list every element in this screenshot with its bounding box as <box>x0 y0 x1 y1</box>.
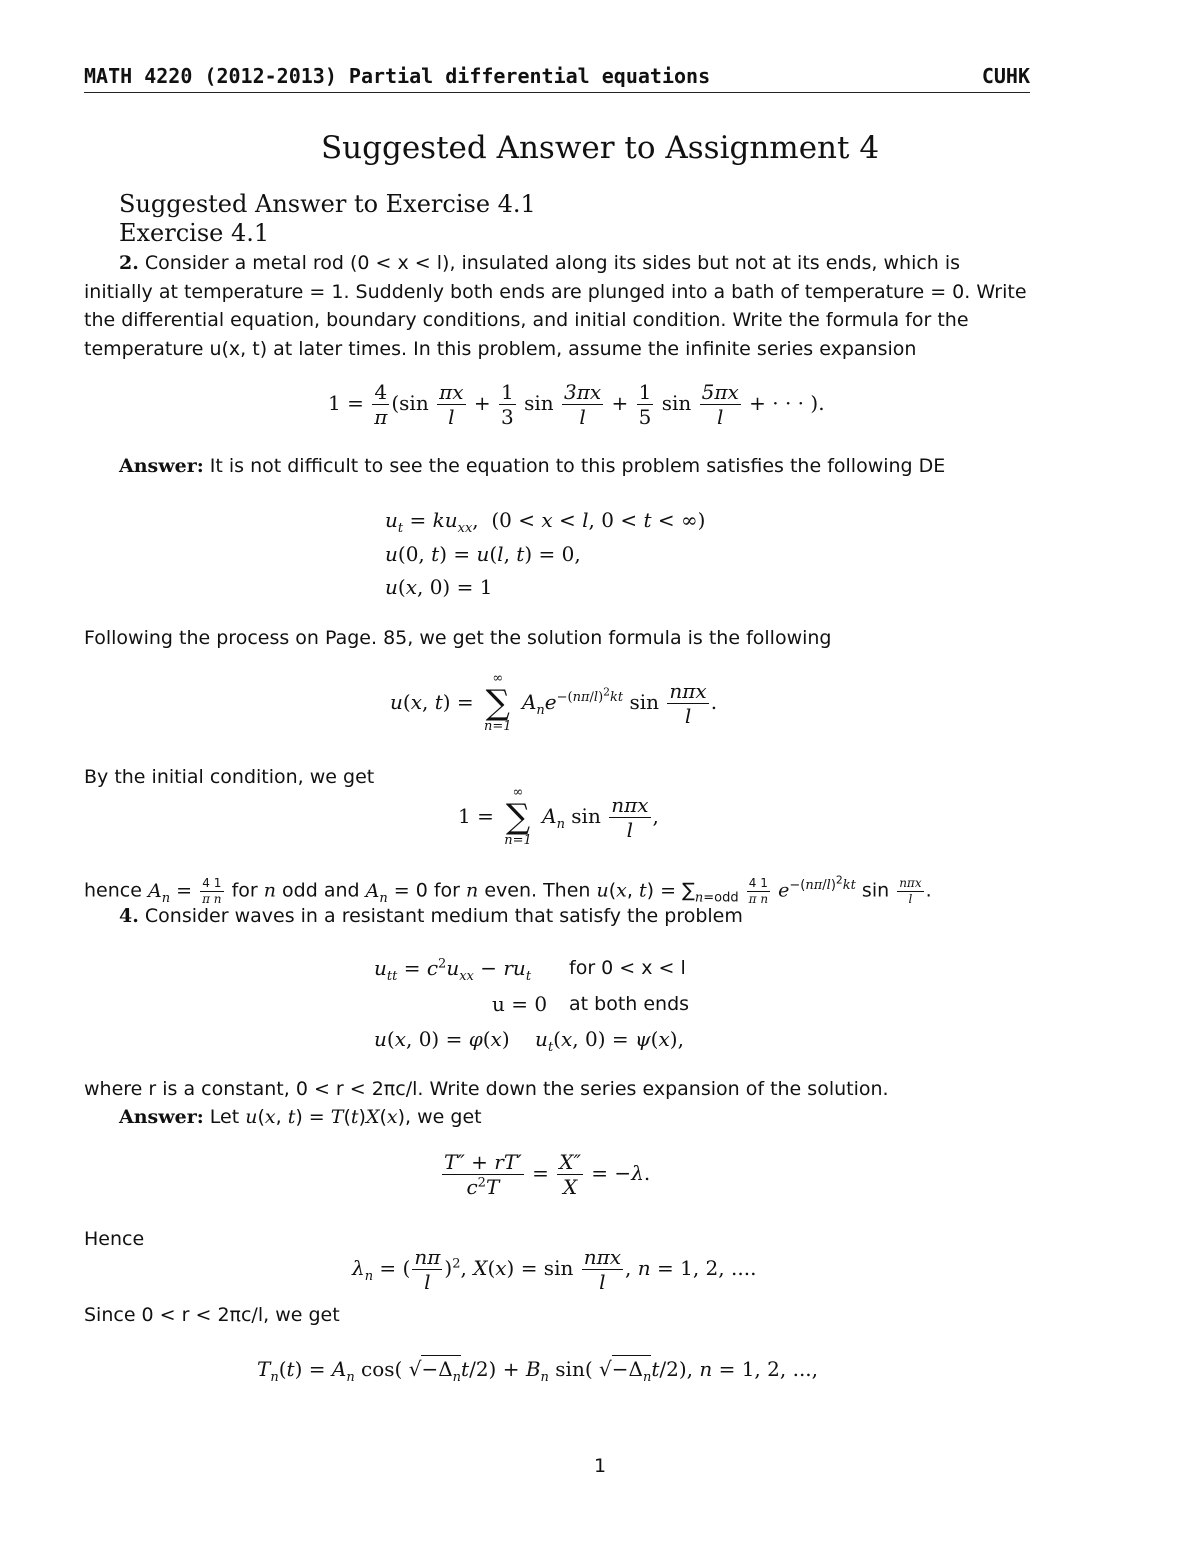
time-solution-equation: $T_n(t) = A_n$ cos( $√-\Delta_nt/2) + B_n$ sin( $√-\Delta_nt/2$), n = 1, 2, ..., <box>257 1357 819 1385</box>
problem-4-text: Consider waves in a resistant medium that satisfy the problem <box>144 905 743 927</box>
zero-for-text: = 0 for <box>393 879 460 902</box>
hence-word: hence <box>84 879 142 902</box>
problem-4-number: 4. <box>119 905 139 927</box>
wave-line-1: $u_{tt} = c^2u_{xx} - ru_t$ <box>374 956 532 984</box>
let-word: Let <box>209 1106 240 1128</box>
separation-equation: $\frac{T'' + rT'}{c^2T}$ = $\frac{X''}{X}$ = −λ. <box>444 1150 651 1199</box>
coefficients-line: hence $A_n$ = $\frac{4 1}{\text{π n}}$ for n odd and $A_n = 0$ for n even. Then u(x, $t) = \sum_{n=odd}$ $\frac{4 1}{\text{π n}}$ $e^{-(n\pi/l)^2kt}$ sin $\frac{\text{nπx}}{l}$ . <box>84 874 932 906</box>
de-line-3: u(x, 0) = 1 <box>385 575 493 599</box>
problem-4-line <box>119 905 743 927</box>
hence-word-2: Hence <box>84 1228 145 1250</box>
where-text: where r is a constant, 0 < r < 2πc/l. Write down the series expansion of the solution. <box>84 1078 889 1100</box>
running-header <box>84 64 1030 93</box>
odd-and-text: odd and <box>282 879 360 902</box>
exercise-heading: Exercise 4.1 <box>119 219 270 247</box>
answer-label: Answer: <box>119 455 204 477</box>
page-title: Suggested Answer to Assignment 4 <box>320 130 880 166</box>
eigenvalue-equation: $\lambda_n$ = ( $\frac{n\pi}{l}$ )$^2$, X(x) = sin $\frac{\text{nπx}}{l}$ , n = 1, 2, .... <box>352 1245 757 1294</box>
wave-line-2: u = 0 <box>492 992 548 1016</box>
answer-2-line <box>119 455 945 477</box>
even-then-text: even. Then <box>484 879 591 902</box>
initial-expansion-equation: 1 = ∞ ∑ n=1 $A_n$ sin $\frac{\text{nπx}}{l}$ , <box>458 785 659 849</box>
initial-condition-text: By the initial condition, we get <box>84 766 375 788</box>
series-expansion-equation: 1 = $\frac{4}{\pi}$ (sin $\frac{\pi x}{l}$ + $\frac{1}{3}$ sin $\frac{3\pi x}{l}$ + $\frac{1}{5}$ sin $\frac{5\pi x}{l}$ + · · · ). <box>328 380 825 429</box>
header-course: MATH 4220 (2012-2013) Partial differential equations <box>84 64 711 88</box>
for-word: for <box>231 879 258 902</box>
solution-formula: u(x, t) = ∞ ∑ n=1 $A_ne^{-(n\pi/l)^2kt}$ sin $\frac{\text{nπx}}{l}$ . <box>390 671 718 735</box>
header-school: CUHK <box>981 64 1030 88</box>
answer-4-label: Answer: <box>119 1106 204 1128</box>
problem-2-paragraph <box>84 249 1030 363</box>
wave-line-3: u(x, 0) = φ(x) $u_t(x$, 0) = ψ(x), <box>374 1027 684 1055</box>
since-text: Since 0 < r < 2πc/l, we get <box>84 1304 340 1326</box>
section-heading: Suggested Answer to Exercise 4.1 <box>119 190 536 218</box>
problem-2-number: 2. <box>119 252 139 274</box>
de-line-1: $u_t = ku_{xx}$, (0 < x < l, 0 < t < ∞) <box>385 508 706 536</box>
answer-4-line: Answer: Let u(x, t) = T(t)X(x), we get <box>119 1106 482 1128</box>
page-number: 1 <box>593 1455 607 1477</box>
we-get-text: , we get <box>405 1106 482 1128</box>
problem-2-text: Consider a metal rod (0 < x < l), insulated along its sides but not at its ends, which is initially at temperature = 1. Suddenly both ends are plunged into a bath of temperature = 0. Write the differential equation, boundary conditions, and initial condition. Write the formula for the temperature u(x, t) at later times. In this problem, assume the infinite series expansion <box>84 252 1027 360</box>
answer-2-intro: It is not difficult to see the equation to this problem satisfies the following DE <box>209 455 946 477</box>
de-line-2: u(0, t) = u(l, t) = 0, <box>385 542 581 566</box>
wave-line-1-condition: for 0 < x < l <box>569 957 686 979</box>
wave-line-2-condition: at both ends <box>569 993 690 1015</box>
following-text: Following the process on Page. 85, we get the solution formula is the following <box>84 627 832 649</box>
